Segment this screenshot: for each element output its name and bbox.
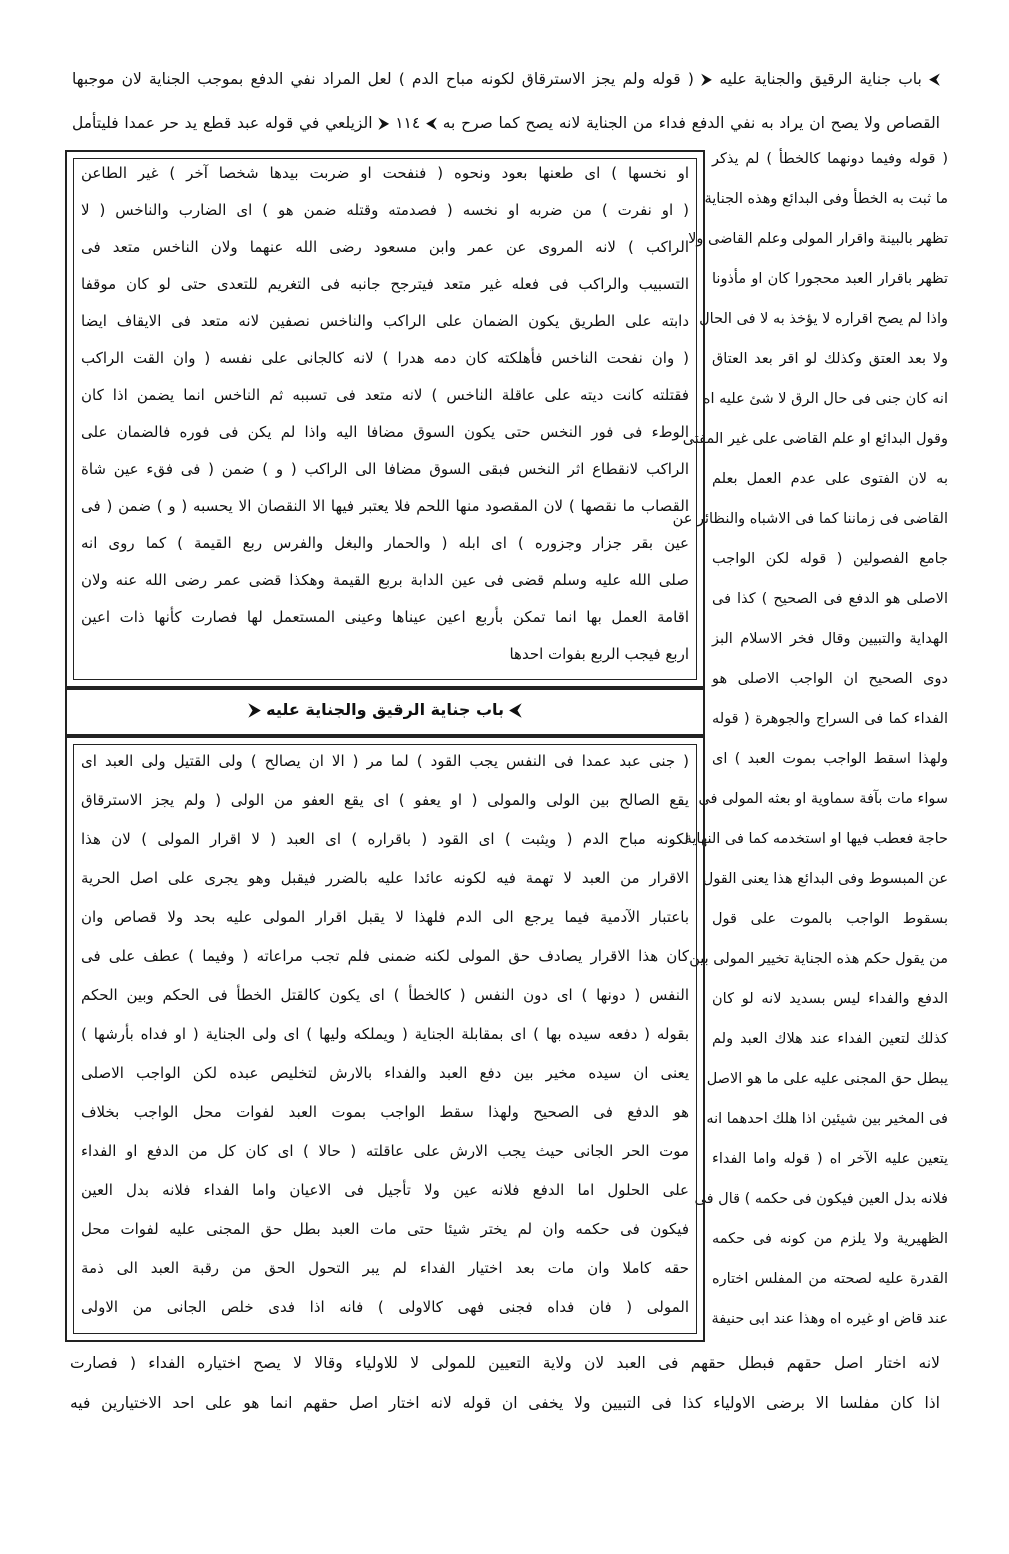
margin-line-16: ولهذا اسقط الواجب بموت العبد ) اى: [712, 751, 948, 767]
margin-line-27: فلانه بدل العين فيكون فى حكمه ) قال فى: [694, 1191, 948, 1207]
top-line-2: القصاص ولا يصح ان يراد به نفي الدفع فداء من الجناية لانه يصح كما صرح به ⮜ ١١٤ ⮞ الزيلعي في قوله عبد قطع يد حر عمدا فليتأمل: [72, 114, 940, 132]
lower-box-line-15: المولى ( فان فداه فجنى فهى كالاولى ) فانه اذا فدى خلص الجانى من الاولى: [81, 1298, 689, 1316]
lower-box-line-4: الاقرار من العبد لا تهمة فيه لكونه عائدا عليه بالضرر فيقبل وهو يجرى على اصل الحرية: [81, 869, 689, 887]
margin-line-24: يبطل حق المجنى عليه على ما هو الاصل: [706, 1071, 948, 1087]
lower-box-line-3: لكونه مباح الدم ( ويثبت ) اى القود ( باقراره ) اى العبد ( لا اقرار المولى ) لان هذا: [81, 830, 689, 848]
upper-box-line-7: فقتلته كانت ديته على عاقلة الناخس ) لانه متعد فى تسببه ثم الناخس انما يضمن اذا كان: [81, 386, 689, 404]
lower-box-line-14: حقه كاملا وان مات بعد اختيار الفداء لم يبر التحول الحق من رقبة العبد الى ذمة: [81, 1259, 689, 1277]
margin-line-6: ولا بعد العتق وكذلك لو اقر بعد العتاق: [712, 351, 948, 367]
lower-box-line-11: موت الحر الجانى حيث يجب الارش على عاقلته ( حالا ) اى كان كل من الدفع او الفداء: [81, 1142, 689, 1160]
upper-box-line-14: اربع فيجب الربع بفوات احدها: [509, 645, 689, 663]
lower-box-line-10: هو الدفع فى الصحيح ولهذا سقط الواجب بموت العبد لفوات محل الواجب بخلاف: [81, 1103, 689, 1121]
upper-box-line-3: الراكب ) لانه المروى عن عمر وابن مسعود رضى الله عنهما ولان الناخس متعد فى: [81, 238, 689, 256]
chapter-heading-box: [65, 688, 705, 736]
bottom-line-2: اذا كان مفلسا الا برضى الاولياء كذا فى التبيين ولا يخفى ان قوله لانه اختار اصل حقهم انما هو على احد الاختيارين فيه: [70, 1394, 940, 1412]
margin-line-13: الهداية والتبيين وقال فخر الاسلام البز: [712, 631, 948, 647]
margin-line-29: القدرة عليه لصحته من المفلس اختاره: [712, 1271, 948, 1287]
margin-line-4: تظهر باقرار العبد محجورا كان او مأذونا: [712, 271, 948, 287]
lower-box-line-9: يعنى ان سيده مخير بين دفع العبد والفداء بالارش لتخليص عبده لكن الواجب الاصلى: [81, 1064, 689, 1082]
margin-line-14: دوى الصحيح ان الواجب الاصلى هو: [712, 671, 948, 687]
margin-line-5: واذا لم يصح اقراره لا يؤخذ به لا فى الحال: [699, 311, 948, 327]
margin-line-7: انه كان جنى فى حال الرق لا شئ عليه اه: [702, 391, 948, 407]
margin-line-11: جامع الفصولين ( قوله لكن الواجب: [712, 551, 948, 567]
margin-line-8: وقول البدائع او علم القاضى على غير المفتى: [682, 431, 948, 447]
upper-main-text-box: [65, 150, 705, 688]
upper-box-line-9: الراكب لانقطاع اثر النخس فبقى السوق مضافا الى الراكب ( و ) ضمن ( فى فقء عين شاة: [81, 460, 689, 478]
margin-line-1: ( قوله وفيما دونهما كالخطأ ) لم يذكر: [712, 151, 948, 167]
margin-line-9: به لان الفتوى على عدم العمل بعلم: [712, 471, 948, 487]
margin-line-15: الفداء كما فى السراج والجوهرة ( قوله: [712, 711, 948, 727]
margin-line-2: ما ثبت به الخطأ وفى البدائع وهذه الجناية: [704, 191, 948, 207]
upper-box-line-12: صلى الله عليه وسلم قضى فى عين الدابة بربع القيمة وهكذا قضى عمر رضى الله عنه ولان: [81, 571, 689, 589]
lower-box-line-2: يقع الصالح بين الولى والمولى ( او يعفو ) اى يقع العفو من الولى ( ولم يجز الاسترقاق: [81, 791, 689, 809]
upper-box-line-1: او نخسها ) اى طعنها بعود ونحوه ( فنفحت او ضربت بيدها شخصا آخر ) غير الطاعن: [81, 164, 689, 182]
margin-line-22: الدفع والفداء ليس بسديد لانه لو كان: [712, 991, 948, 1007]
margin-line-21: من يقول حكم هذه الجناية تخيير المولى بين: [689, 951, 948, 967]
lower-box-line-8: بقوله ( دفعه سيده بها ) اى بمقابلة الجناية ( ويملكه وليها ) اى ولى الجناية ( او فداه بأرشها ): [81, 1025, 689, 1043]
upper-box-line-2: ( او نفرت ) من ضربه او نخسه ( فصدمته وقتله ضمن هو ) اى الضارب والناخس ( لا: [81, 201, 689, 219]
margin-line-18: حاجة فعطب فيها او استخدمه كما فى النهاية: [684, 831, 948, 847]
top-line-1: ⮜ باب جناية الرقيق والجناية عليه ⮞ ( قوله ولم يجز الاسترقاق لكونه مباح الدم ) لعل المراد نفي الدفع بموجب الجناية لان موجبها: [72, 70, 940, 88]
lower-box-line-13: فيكون فى حكمه وان لم يختر شيئا حتى مات العبد بطل حق المجنى عليه لفوات محل: [81, 1220, 689, 1238]
lower-main-text-box: [65, 736, 705, 1342]
upper-box-line-4: التسبيب والراكب فى فعله غير متعد فيترجح جانبه فى التغريم للتعدى حتى لو كان موقفا: [81, 275, 689, 293]
upper-box-line-13: اقامة العمل بها انما تمكن بأربع اعين عيناها وعينى المستعمل لها فصارت كأنها ذات اعين: [81, 608, 689, 626]
lower-box-line-5: باعتبار الآدمية فيما يرجع الى الدم فلهذا لا يقبل اقرار المولى عليه بحد ولا قصاص وان: [81, 908, 689, 926]
bottom-line-1: لانه اختار اصل حقهم فبطل حقهم فى العبد لان ولاية التعيين للمولى لا للاولياء وقالا لا يصح اختياره الفداء ( فصارت: [70, 1354, 940, 1372]
margin-line-17: سواء مات بآفة سماوية او بعثه المولى فى: [698, 791, 948, 807]
margin-line-19: عن المبسوط وفى البدائع هذا يعنى القول: [702, 871, 948, 887]
upper-box-line-5: دابته على الطريق يكون الضمان على الراكب والناخس نصفين لانه متعد فى الايقاف ايضا: [81, 312, 689, 330]
margin-line-3: تظهر بالبينة واقرار المولى وعلم القاضى ولا: [688, 231, 948, 247]
lower-box-line-7: النفس ( دونها ) اى دون النفس ( كالخطأ ) اى يكون كالقتل الخطأ فى الحكم وبين الحكم: [81, 986, 689, 1004]
margin-line-20: بسقوط الواجب بالموت على قول: [712, 911, 948, 927]
margin-line-30: عند قاض او غيره اه وهذا عند ابى حنيفة: [711, 1311, 948, 1327]
margin-line-23: كذلك لتعين الفداء عند هلاك العبد ولم: [712, 1031, 948, 1047]
margin-line-28: الظهيرية ولا يلزم من كونه فى حكمه: [712, 1231, 948, 1247]
lower-box-line-6: كان هذا الاقرار يصادف حق المولى لكنه ضمنى فلم تجب مراعاته ( وفيما ) عطف على فى: [81, 947, 689, 965]
upper-box-line-11: عين بقر جزار وجزوره ) اى ابله ( والحمار والبغل والفرس ربع القيمة ) كما روى انه: [81, 534, 689, 552]
margin-line-10: القاضى فى زماننا كما فى الاشباه والنظائر عن: [672, 511, 948, 527]
upper-box-line-6: ( وان نفحت الناخس فأهلكته كان دمه هدرا ) لانه كالجانى على نفسه ( وان القت الراكب: [81, 349, 689, 367]
lower-box-line-12: على الحلول اما الدفع فلانه عين ولا تأجيل فى الاعيان واما الفداء فلانه بدل العين: [81, 1181, 689, 1199]
margin-line-25: فى المخير بين شيئين اذا هلك احدهما انه: [706, 1111, 948, 1127]
chapter-heading: ⮜ باب جناية الرقيق والجناية عليه ⮞: [248, 700, 521, 719]
upper-box-line-8: الوطء فى فور النخس حتى يكون السوق مضافا اليه واذا لم يكن فى فوره فالضمان على: [81, 423, 689, 441]
upper-box-line-10: القصاب ما نقصها ) لان المقصود منها اللحم فلا يعتبر فيها الا النقصان الا يحسبه ( و ) ضمن ( فى: [81, 497, 689, 515]
lower-box-line-1: ( جنى عبد عمدا فى النفس يجب القود ) لما مر ( الا ان يصالح ) ولى القتيل ولى العبد اى: [81, 752, 689, 770]
margin-line-26: يتعين عليه الآخر اه ( قوله واما الفداء: [712, 1151, 948, 1167]
margin-line-12: الاصلى هو الدفع فى الصحيح ) كذا فى: [712, 591, 948, 607]
